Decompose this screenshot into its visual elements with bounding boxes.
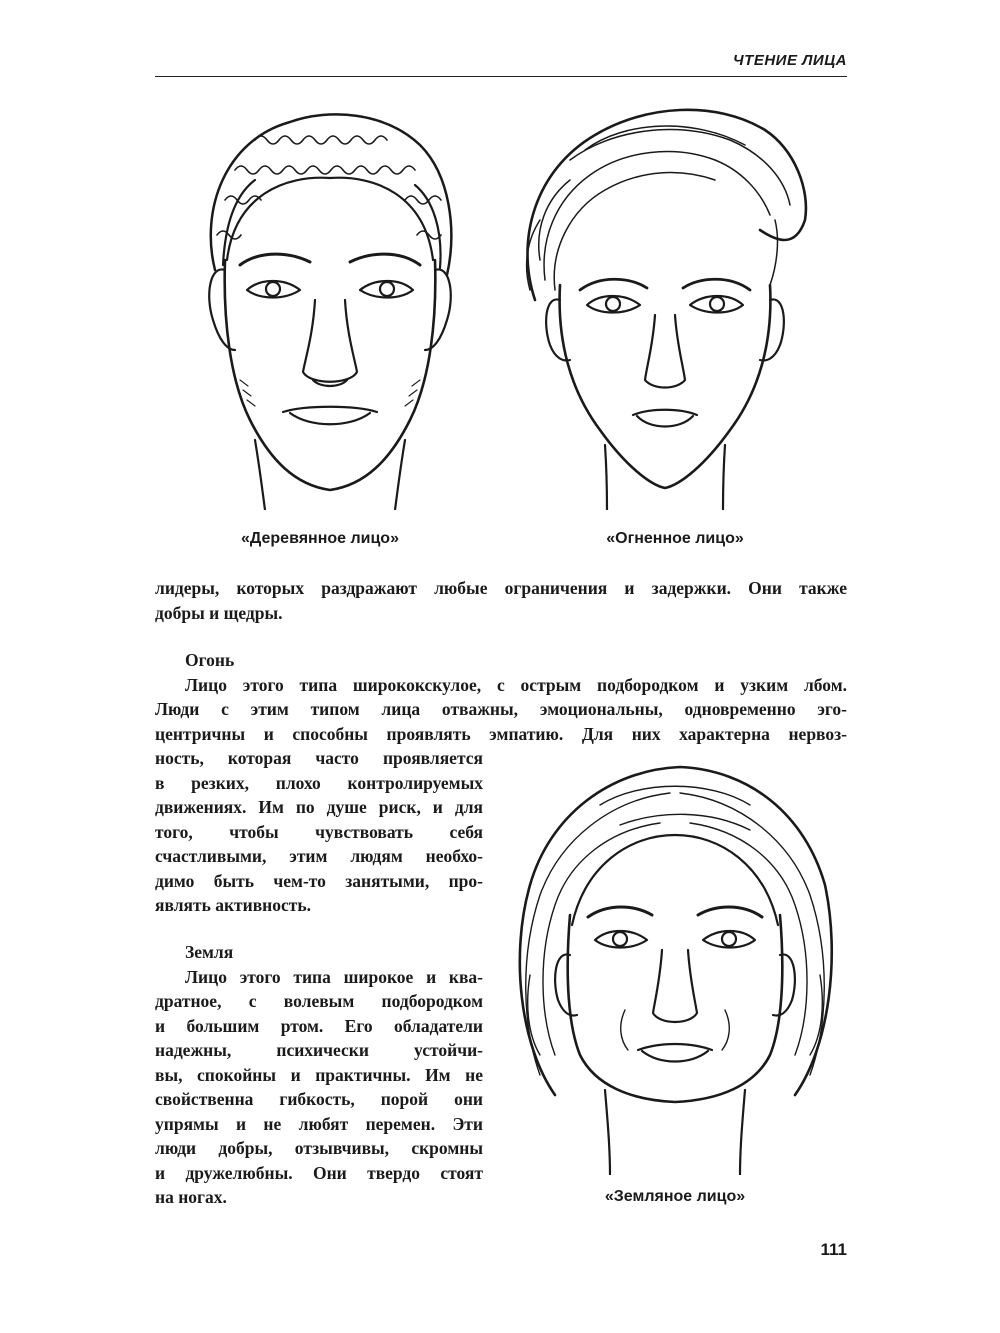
fire-face-caption: «Огненное лицо» — [606, 530, 744, 547]
section-heading-fire: Огонь — [185, 650, 235, 670]
wood-face-caption: «Деревянное лицо» — [241, 530, 399, 547]
text-line: счастливыми, этим людям необхо- — [155, 846, 483, 866]
text-line: надежны, психически устойчи- — [155, 1040, 483, 1060]
header-rule — [155, 76, 847, 77]
running-title: ЧТЕНИЕ ЛИЦА — [733, 52, 847, 69]
text-line: того, чтобы чувствовать себя — [155, 821, 483, 842]
text-line: Люди с этим типом лица отважны, эмоциональны, одновременно эго- — [155, 699, 847, 719]
fire-section-narrow — [155, 746, 483, 918]
earth-section — [155, 940, 483, 1210]
intro-paragraph — [155, 576, 847, 625]
text-line: и дружелюбны. Они твердо стоят — [155, 1162, 483, 1183]
text-line: люди добры, отзывчивы, скромны — [155, 1138, 483, 1158]
text-line: димо быть чем-то занятыми, про- — [155, 870, 483, 891]
text-line: движениях. Им по душе риск, и для — [155, 797, 483, 817]
text-line: свойственна гибкость, порой они — [155, 1089, 483, 1109]
text-line: вы, спокойны и практичны. Им не — [155, 1064, 483, 1085]
text-line: на ногах. — [155, 1187, 227, 1207]
text-line: дратное, с волевым подбородком — [155, 991, 483, 1011]
text-line: являть активность. — [155, 895, 311, 915]
section-heading-earth: Земля — [185, 942, 234, 962]
text-line: добры и щедры. — [155, 602, 283, 623]
text-line: Лицо этого типа широкое и ква- — [185, 966, 483, 987]
fire-section — [155, 648, 847, 746]
page-number: 111 — [820, 1240, 847, 1259]
text-line: упрямы и не любят перемен. Эти — [155, 1113, 483, 1134]
earth-face-illustration — [510, 755, 840, 1175]
earth-face-caption: «Земляное лицо» — [604, 1188, 746, 1205]
text-line: и большим ртом. Его обладатели — [155, 1015, 483, 1036]
fire-face-illustration — [515, 90, 815, 510]
text-line: в резких, плохо контролируемых — [155, 772, 483, 793]
text-line: лидеры, которых раздражают любые ограничения и задержки. Они также — [155, 578, 847, 598]
text-line: Лицо этого типа ширококскулое, с острым подбородком и узким лбом. — [185, 674, 847, 695]
text-line: ность, которая часто проявляется — [155, 748, 483, 768]
wood-face-illustration — [195, 100, 465, 510]
text-line: центричны и способны проявлять эмпатию. Для них характерна нервоз- — [155, 723, 847, 744]
